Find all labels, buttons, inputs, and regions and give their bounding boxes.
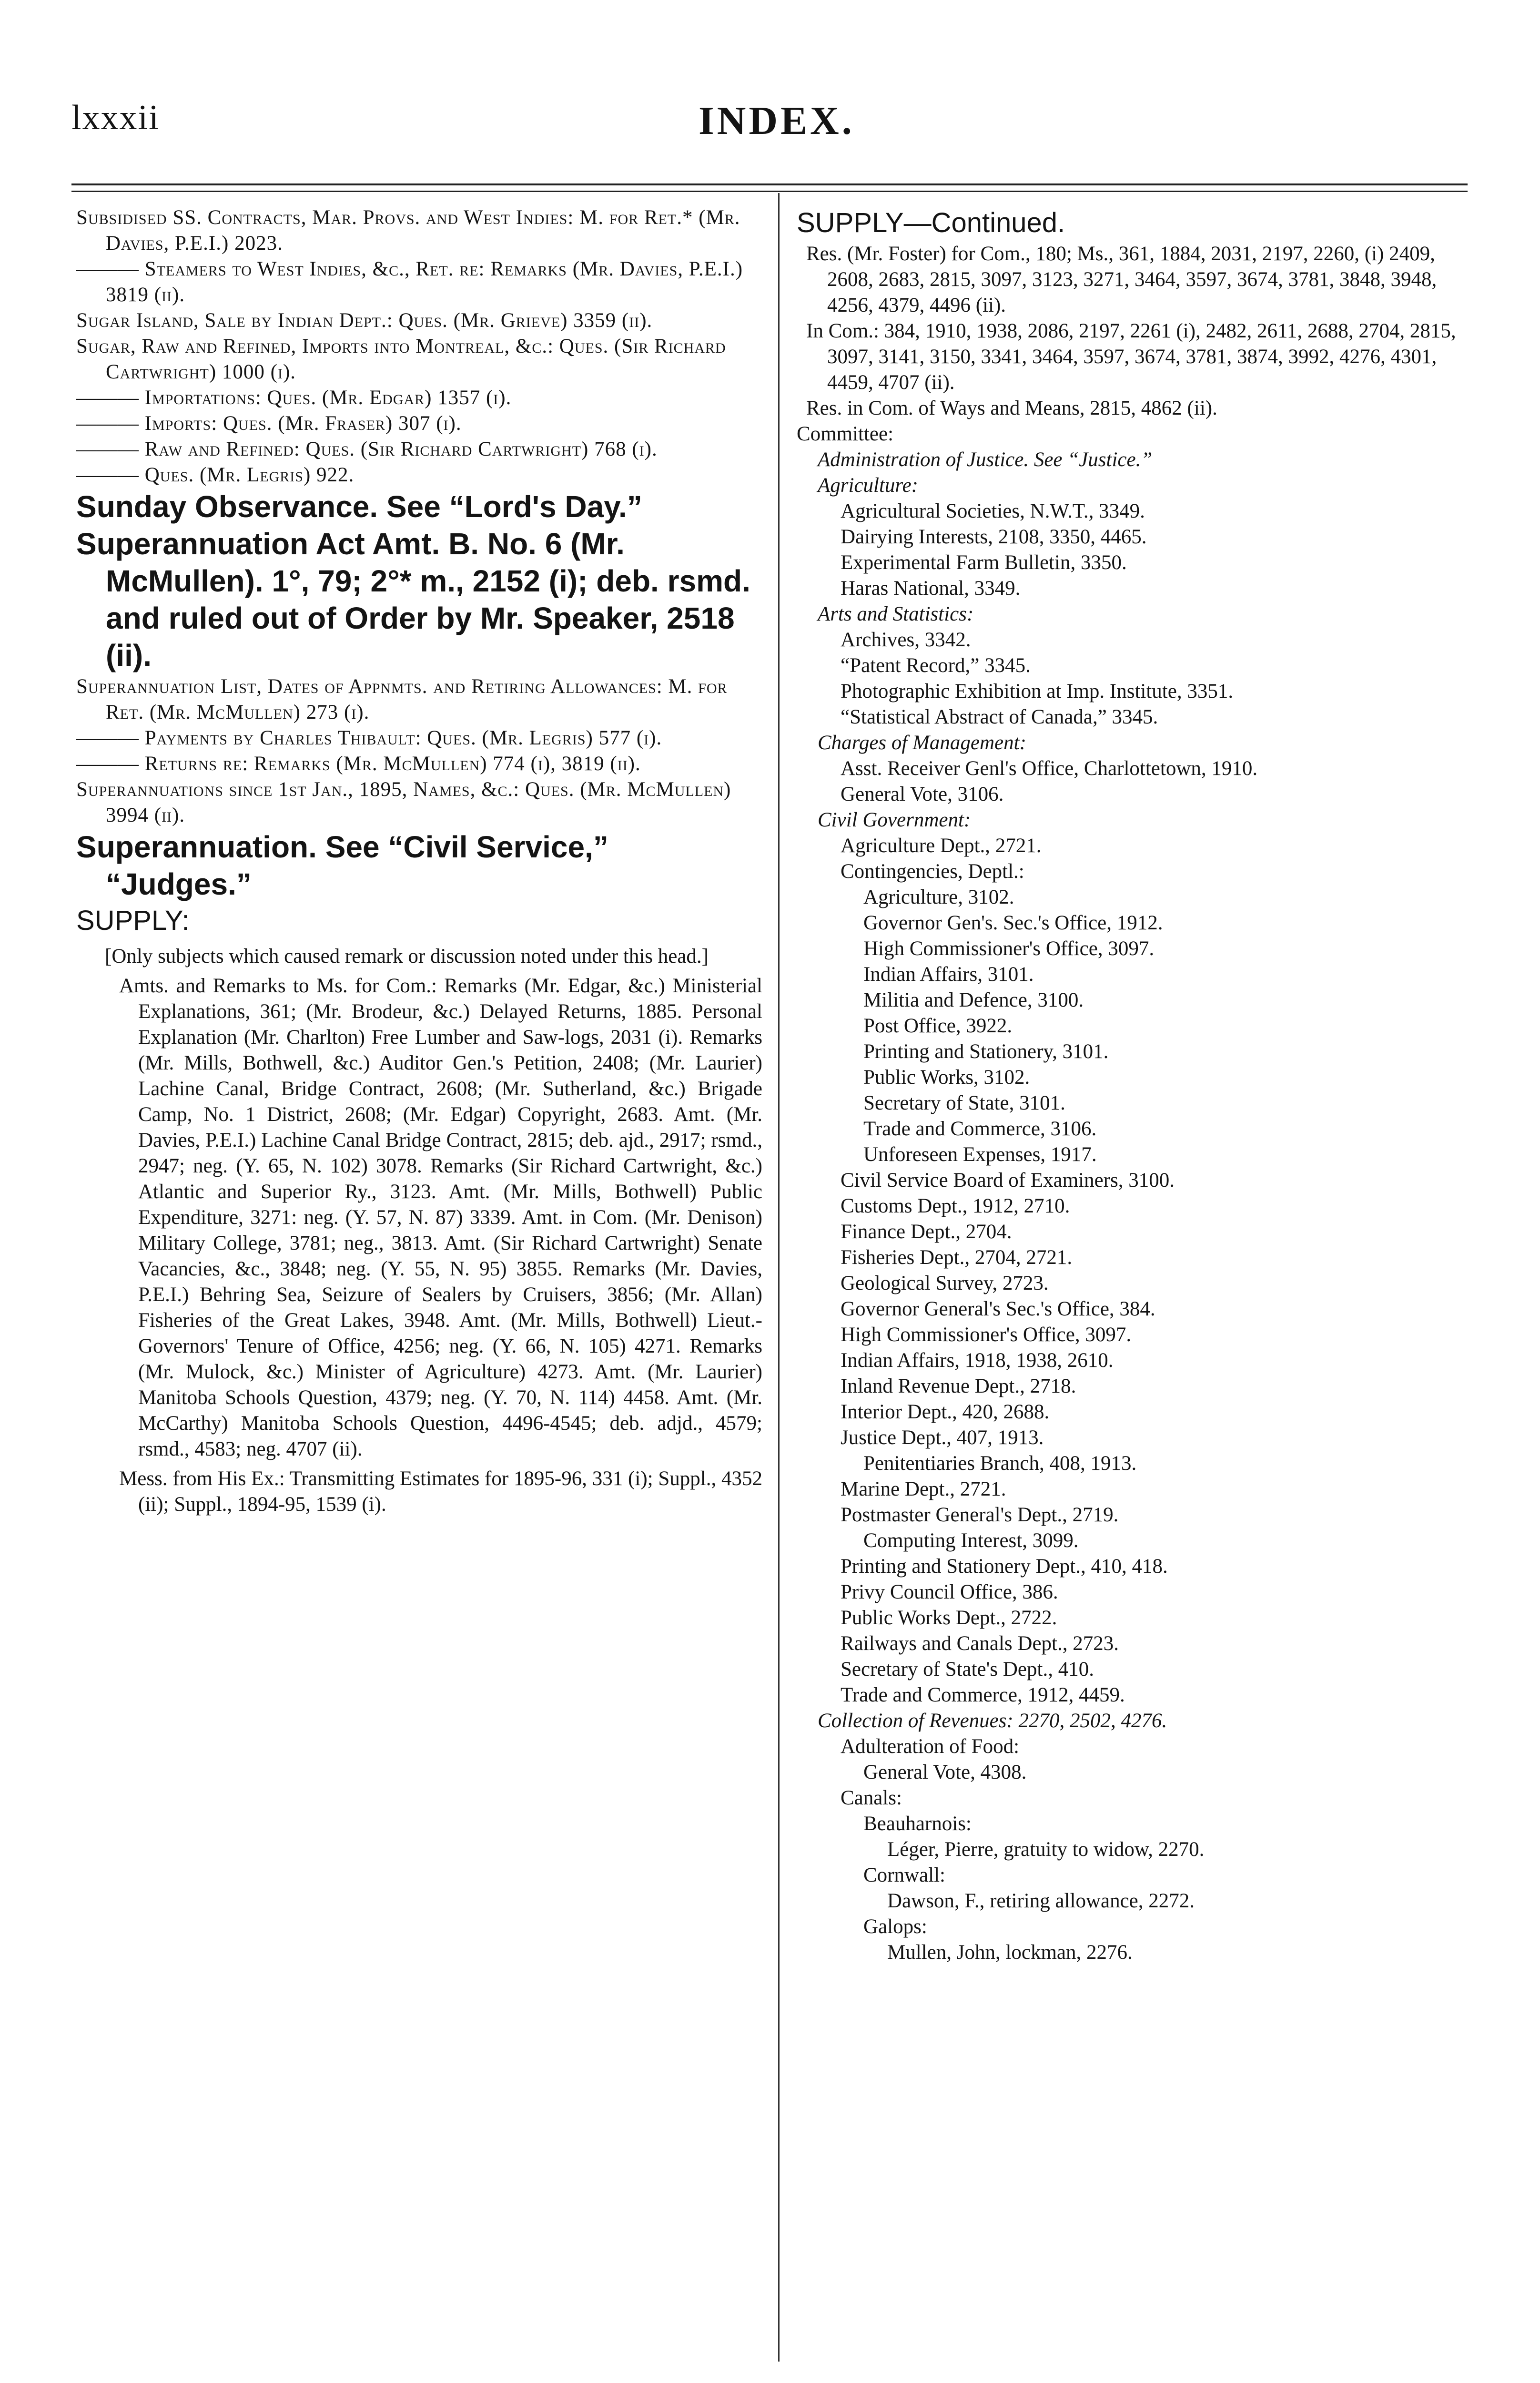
index-entry: Computing Interest, 3099. bbox=[863, 1529, 1079, 1552]
index-entry: ——— Ques. (Mr. Legris) 922. bbox=[76, 464, 355, 486]
index-entry: Privy Council Office, 386. bbox=[841, 1581, 1058, 1603]
left-column bbox=[76, 205, 762, 1517]
index-entry: Dawson, F., retiring allowance, 2272. bbox=[887, 1890, 1195, 1912]
right-column bbox=[797, 205, 1469, 1965]
index-entry: Agriculture: bbox=[818, 474, 918, 497]
index-entry: Postmaster General's Dept., 2719. bbox=[841, 1504, 1119, 1526]
index-entry: Mess. from His Ex.: Transmitting Estimates for 1895-96, 331 (i); Suppl., 4352 (ii); Suppl., 1894-95, 1539 (i). bbox=[119, 1467, 762, 1516]
index-entry: Superannuation. See “Civil Service,” “Judges.” bbox=[76, 830, 608, 901]
index-entry: ——— Imports: Ques. (Mr. Fraser) 307 (i). bbox=[76, 412, 462, 435]
index-entry: Secretary of State's Dept., 410. bbox=[841, 1658, 1094, 1680]
index-entry: Agricultural Societies, N.W.T., 3349. bbox=[841, 500, 1145, 522]
index-entry: SUPPLY: bbox=[76, 905, 190, 936]
index-entry: Agriculture, 3102. bbox=[863, 886, 1014, 908]
index-entry: Agriculture Dept., 2721. bbox=[841, 835, 1042, 857]
index-entry: Penitentiaries Branch, 408, 1913. bbox=[863, 1452, 1137, 1475]
index-entry: Unforeseen Expenses, 1917. bbox=[863, 1143, 1097, 1166]
index-entry: General Vote, 4308. bbox=[863, 1761, 1027, 1783]
index-entry: Cornwall: bbox=[863, 1864, 945, 1886]
index-entry: Adulteration of Food: bbox=[841, 1735, 1020, 1758]
index-entry: Experimental Farm Bulletin, 3350. bbox=[841, 551, 1127, 574]
index-entry: Arts and Statistics: bbox=[818, 603, 974, 625]
index-entry: Sugar Island, Sale by Indian Dept.: Ques. (Mr. Grieve) 3359 (ii). bbox=[76, 309, 653, 332]
index-entry: General Vote, 3106. bbox=[841, 783, 1004, 805]
index-entry: Contingencies, Deptl.: bbox=[841, 860, 1024, 883]
index-entry: “Statistical Abstract of Canada,” 3345. bbox=[841, 706, 1158, 728]
index-entry: Militia and Defence, 3100. bbox=[863, 989, 1084, 1011]
index-entry: Justice Dept., 407, 1913. bbox=[841, 1426, 1044, 1449]
header-rule-top bbox=[71, 183, 1468, 185]
index-entry: SUPPLY—Continued. bbox=[797, 207, 1065, 238]
index-entry: Secretary of State, 3101. bbox=[863, 1092, 1065, 1114]
index-entry: Mullen, John, lockman, 2276. bbox=[887, 1941, 1133, 1964]
index-entry: “Patent Record,” 3345. bbox=[841, 654, 1031, 677]
index-entry: Printing and Stationery Dept., 410, 418. bbox=[841, 1555, 1168, 1578]
index-entry: Photographic Exhibition at Imp. Institute, 3351. bbox=[841, 680, 1234, 703]
index-entry: Dairying Interests, 2108, 3350, 4465. bbox=[841, 526, 1147, 548]
index-entry: ——— Payments by Charles Thibault: Ques. (Mr. Legris) 577 (i). bbox=[76, 727, 662, 749]
index-entry: Haras National, 3349. bbox=[841, 577, 1021, 600]
index-entry: ——— Steamers to West Indies, &c., Ret. re: Remarks (Mr. Davies, P.E.I.) 3819 (ii). bbox=[76, 258, 743, 306]
index-entry: Amts. and Remarks to Ms. for Com.: Remarks (Mr. Edgar, &c.) Ministerial Explanations, 361; (Mr. Brodeur, &c.) Delayed Returns, 1885. Personal Explanation (Mr. Charlton) Free Lumber and Saw-logs, 2031 (i). Remarks (Mr. Mills, Bothwell, &c.) Auditor Gen.'s Petition, 2408; (Mr. Laurier) Lachine Canal, Bridge Contract, 2608; (Mr. Sutherland, &c.) Brigade Camp, No. 1 District, 2608; (Mr. Edgar) Copyright, 2683. Amt. (Mr. Davies, P.E.I.) Lachine Canal Bridge Contract, 2815; deb. ajd., 2917; rsmd., 2947; neg. (Y. 65, N. 102) 3078. Remarks (Sir Richard Cartwright, &c.) Atlantic and Superior Ry., 3123. Amt. (Mr. Mills, Bothwell) Public Expenditure, 3271: neg. (Y. 57, N. 87) 3339. Amt. in Com. (Mr. Denison) Military College, 3781; neg., 3813. Amt. (Sir Richard Cartwright) Senate Vacancies, &c., 3848; neg. (Y. 55, N. 95) 3855. Remarks (Mr. Davies, P.E.I.) Behring Sea, Seizure of Sealers by Cruisers, 3856; (Mr. Allan) Fisheries of the Great Lakes, 3948. Amt. (Mr. Mills, Bothwell) Lieut.-Governors' Tenure of Office, 4256; neg. (Y. 66, N. 105) 4271. Remarks (Mr. Mulock, &c.) Minister of Agriculture) 4273. Amt. (Mr. Laurier) Manitoba Schools Question, 4379; neg. (Y. 70, N. 114) 4458. Amt. (Mr. McCarthy) Manitoba Schools Question, 4496-4545; deb. adjd., 4579; rsmd., 4583; neg. 4707 (ii). bbox=[119, 975, 762, 1460]
index-entry: Sugar, Raw and Refined, Imports into Montreal, &c.: Ques. (Sir Richard Cartwright) 1000 (i). bbox=[76, 335, 726, 383]
index-entry: Finance Dept., 2704. bbox=[841, 1221, 1012, 1243]
index-entry: Administration of Justice. See “Justice.” bbox=[818, 448, 1153, 471]
index-entry: Galops: bbox=[863, 1915, 927, 1938]
page-number: lxxxii bbox=[71, 98, 160, 137]
index-entry: Superannuation List, Dates of Appnmts. and Retiring Allowances: M. for Ret. (Mr. McMullen) 273 (i). bbox=[76, 675, 728, 723]
index-entry: Civil Government: bbox=[818, 809, 971, 831]
index-entry: Indian Affairs, 3101. bbox=[863, 963, 1034, 986]
index-entry: Post Office, 3922. bbox=[863, 1015, 1013, 1037]
index-entry: Interior Dept., 420, 2688. bbox=[841, 1401, 1050, 1423]
index-entry: [Only subjects which caused remark or discussion noted under this head.] bbox=[105, 945, 709, 967]
index-entry: Geological Survey, 2723. bbox=[841, 1272, 1049, 1294]
index-entry: Committee: bbox=[797, 423, 894, 445]
index-entry: Archives, 3342. bbox=[841, 629, 971, 651]
index-entry: Inland Revenue Dept., 2718. bbox=[841, 1375, 1076, 1397]
index-entry: Printing and Stationery, 3101. bbox=[863, 1040, 1109, 1063]
header-rule-bottom bbox=[71, 191, 1468, 192]
index-entry: Subsidised SS. Contracts, Mar. Provs. and West Indies: M. for Ret.* (Mr. Davies, P.E.I.) 2023. bbox=[76, 206, 740, 255]
index-entry: Beauharnois: bbox=[863, 1813, 972, 1835]
index-entry: Indian Affairs, 1918, 1938, 2610. bbox=[841, 1349, 1114, 1372]
index-entry: Collection of Revenues: 2270, 2502, 4276. bbox=[818, 1710, 1167, 1732]
index-entry: Charges of Management: bbox=[818, 732, 1026, 754]
index-entry: Customs Dept., 1912, 2710. bbox=[841, 1195, 1070, 1217]
index-entry: In Com.: 384, 1910, 1938, 2086, 2197, 2261 (i), 2482, 2611, 2688, 2704, 2815, 3097, 3141, 3150, 3341, 3464, 3597, 3674, 3781, 3874, 3992, 4276, 4301, 4459, 4707 (ii). bbox=[806, 320, 1456, 394]
index-entry: Trade and Commerce, 1912, 4459. bbox=[841, 1684, 1125, 1706]
index-entry: Civil Service Board of Examiners, 3100. bbox=[841, 1169, 1175, 1192]
index-entry: Superannuations since 1st Jan., 1895, Names, &c.: Ques. (Mr. McMullen) 3994 (ii). bbox=[76, 778, 731, 826]
index-entry: ——— Raw and Refined: Ques. (Sir Richard Cartwright) 768 (i). bbox=[76, 438, 658, 460]
index-entry: Sunday Observance. See “Lord's Day.” bbox=[76, 489, 642, 524]
index-entry: Res. in Com. of Ways and Means, 2815, 4862 (ii). bbox=[806, 397, 1217, 419]
page-title: INDEX. bbox=[699, 99, 855, 143]
index-entry: Trade and Commerce, 3106. bbox=[863, 1118, 1097, 1140]
index-entry: High Commissioner's Office, 3097. bbox=[863, 937, 1155, 960]
index-entry: Governor Gen's. Sec.'s Office, 1912. bbox=[863, 912, 1163, 934]
index-entry: Asst. Receiver Genl's Office, Charlottetown, 1910. bbox=[841, 757, 1258, 780]
index-entry: Public Works Dept., 2722. bbox=[841, 1607, 1057, 1629]
index-entry: ——— Importations: Ques. (Mr. Edgar) 1357 (i). bbox=[76, 387, 512, 409]
column-divider bbox=[778, 193, 780, 2362]
index-entry: High Commissioner's Office, 3097. bbox=[841, 1324, 1132, 1346]
index-entry: Governor General's Sec.'s Office, 384. bbox=[841, 1298, 1155, 1320]
index-entry: Res. (Mr. Foster) for Com., 180; Ms., 361, 1884, 2031, 2197, 2260, (i) 2409, 2608, 2683, 2815, 3097, 3123, 3271, 3464, 3597, 3674, 3781, 3848, 3948, 4256, 4379, 4496 (ii). bbox=[806, 243, 1437, 316]
index-entry: Canals: bbox=[841, 1787, 902, 1809]
index-entry: Marine Dept., 2721. bbox=[841, 1478, 1006, 1500]
index-entry: ——— Returns re: Remarks (Mr. McMullen) 774 (i), 3819 (ii). bbox=[76, 753, 641, 775]
index-entry: Fisheries Dept., 2704, 2721. bbox=[841, 1246, 1073, 1269]
index-entry: Railways and Canals Dept., 2723. bbox=[841, 1632, 1119, 1655]
index-entry: Public Works, 3102. bbox=[863, 1066, 1030, 1089]
index-entry: Léger, Pierre, gratuity to widow, 2270. bbox=[887, 1838, 1205, 1861]
index-entry: Superannuation Act Amt. B. No. 6 (Mr. McMullen). 1°, 79; 2°* m., 2152 (i); deb. rsmd. and ruled out of Order by Mr. Speaker, 2518 (ii). bbox=[76, 527, 750, 672]
